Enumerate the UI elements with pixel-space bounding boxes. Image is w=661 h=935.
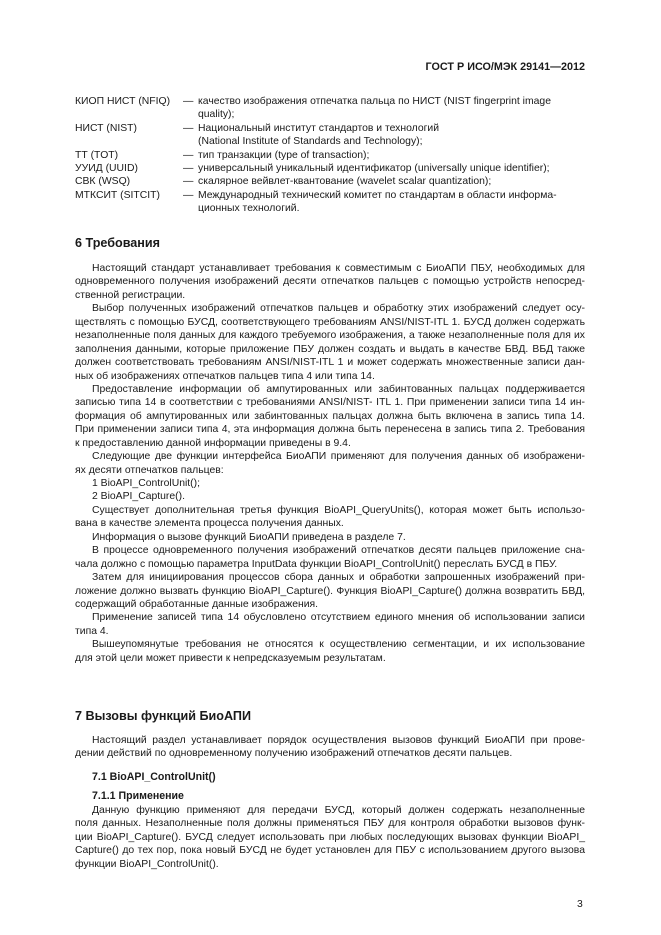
paragraph-line: ных об изображениях отпечатков пальцев типа 4 или типа 14. — [75, 370, 375, 382]
abbreviations-list — [75, 95, 585, 216]
abbreviation-row — [75, 202, 585, 215]
abbreviation-row — [75, 108, 585, 121]
section-7-1-1-body — [75, 804, 585, 871]
abbreviation-definition: качество изображения отпечатка пальца по НИСТ (NIST fingerprint image — [198, 96, 551, 107]
paragraph-line: ственной регистрации. — [75, 289, 186, 301]
abbreviation-definition: quality); — [198, 109, 235, 121]
dash: — — [183, 149, 194, 161]
paragraph-line: функции BioAPI_ControlUnit(). — [75, 858, 219, 870]
section-6-body — [75, 262, 585, 665]
paragraph-line: ществлять с помощью БУСД, соответствующего требованиям ANSI/NIST-ITL 1. БУСД должен содержать — [75, 316, 585, 328]
paragraph-line: типа 4. — [75, 625, 109, 637]
paragraph-line: Применение записей типа 14 обусловлено отсутствием единого мнения об использовании записи — [92, 612, 585, 624]
paragraph-line: Затем для инициирования процессов сбора данных и обработки запрошенных изображений при- — [92, 572, 585, 584]
paragraph-line: ложение должно вызвать функцию BioAPI_Capture(). Функция BioAPI_Capture() должна возвратить БВД, — [75, 585, 585, 597]
paragraph-line: Capture() до тех пор, пока новый БУСД не будет установлен для ПБУ с использованием другого вызова — [75, 845, 585, 857]
abbreviation-row — [75, 149, 585, 162]
dash: — — [183, 163, 194, 175]
paragraph-line: ции BioAPI_Capture(). БУСД следует использовать при любых последующих вызовах функции BioAPI_ — [75, 831, 585, 843]
abbreviation-definition: ционных технологий. — [198, 203, 300, 215]
paragraph-line: 1 BioAPI_ControlUnit(); — [92, 478, 200, 489]
document-id-header: ГОСТ Р ИСО/МЭК 29141—2012 — [425, 61, 585, 73]
section-7-body — [75, 734, 585, 761]
abbreviation-definition: скалярное вейвлет-квантование (wavelet scalar quantization); — [198, 176, 492, 188]
paragraph-line: одновременного получения изображений десяти отпечатков пальцев с помощью устройств непосред- — [75, 276, 585, 288]
paragraph-line: формация об ампутированных или забинтованных пальцах должна быть включена в запись типа 14. — [75, 410, 585, 422]
paragraph-line: Информация о вызове функций БиоАПИ приведена в разделе 7. — [92, 531, 406, 543]
abbreviation-definition: Международный технический комитет по стандартам в области информа- — [198, 189, 557, 201]
paragraph-line: При применении записи типа 4, эта информация должна быть перенесена в запись типа 2. Требования — [75, 424, 585, 436]
paragraph-line: Существует дополнительная третья функция BioAPI_QueryUnits(), которая может быть использо- — [92, 504, 585, 516]
abbreviation-definition: универсальный уникальный идентификатор (universally unique identifier); — [198, 163, 550, 175]
paragraph-line: Следующие две функции интерфейса БиоАПИ применяют для получения данных об изображени- — [92, 451, 585, 463]
paragraph-line: Предоставление информации об ампутированных или забинтованных пальцах поддерживается — [92, 383, 585, 395]
paragraph-line: Выбор полученных изображений отпечатков пальцев и обработку этих изображений следует осу- — [92, 303, 585, 315]
paragraph-line: поля данных. Незаполненные поля должны применяться ПБУ для контроля обработки вызовов функ- — [75, 818, 585, 830]
abbreviation-term: МТКСИТ (SITCIT) — [75, 189, 160, 201]
paragraph-line: Вышеупомянутые требования не относятся к осуществлению сегментации, и их использование — [92, 639, 585, 651]
abbreviation-term: НИСТ (NIST) — [75, 122, 137, 134]
abbreviation-term: КИОП НИСТ (NFIQ) — [75, 96, 171, 107]
paragraph-line: 2 BioAPI_Capture(). — [92, 491, 185, 503]
paragraph-line: незаполненные поля данных для каждого требуемого изображения, а также незаполненные поля для их — [75, 330, 585, 342]
section-7-heading: 7 Вызовы функций БиоАПИ — [75, 709, 251, 723]
paragraph-line: заполнения данными, которые приложение ПБУ должен создать и выдать в качестве БВД. ВБД также — [75, 343, 585, 355]
abbreviation-definition: тип транзакции (type of transaction); — [198, 149, 370, 161]
paragraph-line: содержащий обработанные данные изображения. — [75, 598, 319, 610]
abbreviation-definition: (National Institute of Standards and Technology); — [198, 136, 423, 148]
paragraph-line: ях десяти отпечатков пальцев: — [75, 464, 224, 476]
paragraph-line: чала должно с помощью параметра InputData функции BioAPI_ControlUnit() переслать БУСД в ПБУ. — [75, 558, 558, 570]
paragraph-line: Настоящий стандарт устанавливает требования к совместимым с БиоАПИ ПБУ, необходимых для — [92, 263, 585, 274]
paragraph-line: В процессе одновременного получения изображений отпечатков десяти пальцев приложение сна- — [92, 545, 585, 557]
abbreviation-row — [75, 122, 585, 135]
abbreviation-term: СВК (WSQ) — [75, 176, 131, 188]
abbreviation-row — [75, 135, 585, 148]
dash: — — [183, 122, 194, 134]
paragraph-line: Данную функцию применяют для передачи БУСД, который должен содержать незаполненные — [92, 805, 585, 816]
paragraph-line: дении действий по одновременному получению изображений отпечатков десяти пальцев. — [75, 748, 513, 760]
page-number: 3 — [577, 899, 583, 910]
section-7-1-heading: 7.1 BioAPI_ControlUnit() — [92, 771, 216, 783]
paragraph-line: записью типа 14 в соответствии с требованиями ANSI/NIST- ITL 1. При применении записи типа 14 ин- — [75, 397, 585, 409]
section-7-1-1-heading: 7.1.1 Применение — [92, 790, 184, 802]
dash: — — [183, 189, 194, 201]
abbreviation-term: ТТ (TOT) — [75, 149, 119, 161]
dash: — — [183, 96, 194, 107]
abbreviation-row — [75, 95, 585, 108]
section-6-heading: 6 Требования — [75, 236, 160, 250]
abbreviation-row — [75, 189, 585, 202]
paragraph-line: вана в качестве элемента процесса получения данных. — [75, 518, 344, 530]
abbreviation-term: УУИД (UUID) — [75, 163, 138, 175]
dash: — — [183, 176, 194, 188]
paragraph-line: к предоставлению данной информации приведены в 9.4. — [75, 437, 351, 449]
paragraph-line: Настоящий раздел устанавливает порядок осуществления вызовов функций БиоАПИ при прове- — [92, 735, 585, 746]
abbreviation-row — [75, 175, 585, 188]
paragraph-line: для этой цели может привести к непредсказуемым результатам. — [75, 652, 386, 664]
abbreviation-row — [75, 162, 585, 175]
paragraph-line: должен соответствовать требованиям ANSI/NIST-ITL 1 и может содержать множественные записи дан- — [75, 357, 585, 369]
abbreviation-definition: Национальный институт стандартов и технологий — [198, 122, 440, 134]
